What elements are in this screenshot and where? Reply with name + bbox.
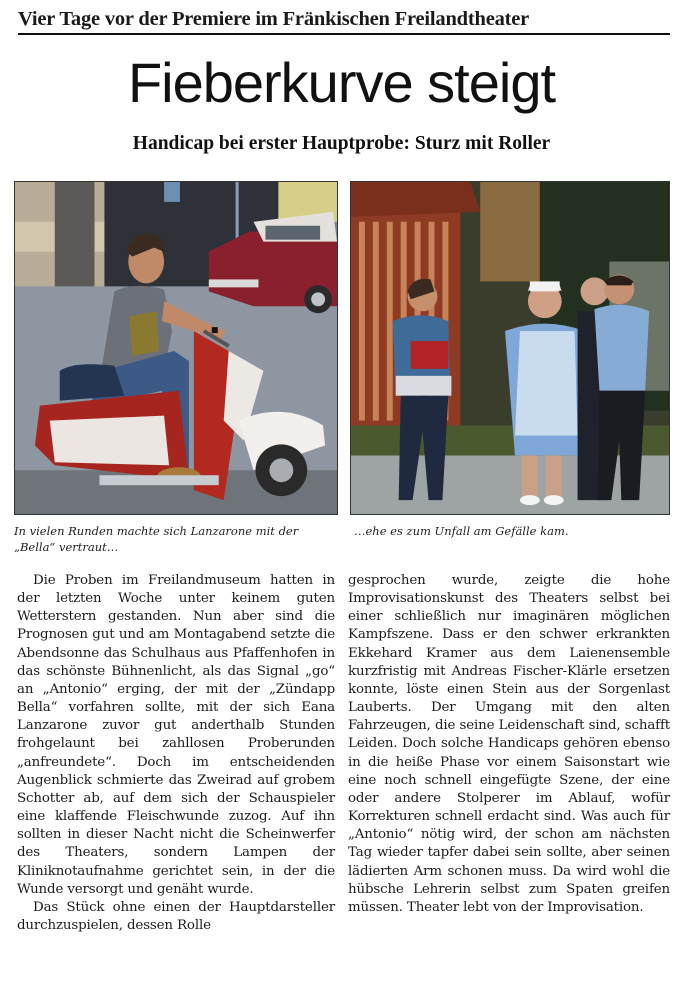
article-kicker: Vier Tage vor der Premiere im Fränkischen Freilandtheater [18, 6, 670, 35]
photo-caption-1: In vielen Runden machte sich Lanzarone mit der „Bella“ vertraut… [14, 524, 299, 554]
actors-photo-illustration [351, 182, 669, 514]
body-paragraph: Die Proben im Freilandmuseum hatten in der letzten Woche unter keinem guten Wetterstern gestanden. Nun aber sind die Prognosen gut und am Montagabend setzte die Abendsonne das Schulhaus aus Pfaffenhofen in das schönste Bühnenlicht, als das Signal „go“ an „Antonio“ erging, der mit der „Zündapp Bella“ vorfahren sollte, mit der sich Eana Lanzarone zuvor gut anderthalb Stunden frohgelaunt bei zahllosen Proberunden „anfreundete“. Doch im entscheidenden Augenblick schmierte das Zweirad auf grobem Schotter ab, auf dem sich der Schauspieler eine klaffende Fleischwunde zuzog. Auf ihn sollten in dieser Nacht nicht die Scheinwerfer des Theaters, sondern Lampen der Kliniknotaufnahme gerichtet sein, in der die Wunde versorgt und genäht wurde. [17, 573, 335, 897]
body-paragraph: gesprochen wurde, zeigte die hohe Improvisationskunst des Theaters selbst bei einer schließlich nur imaginären möglichen Kampfszene. Dass er den schwer erkrankten Ekkehard Kramer aus dem Laienensemble kurzfristig mit Andreas Fischer-Klärle ersetzen konnte, löste einen Stein aus der Sorgenlast Lauberts. Der Umgang mit den alten Fahrzeugen, die seine Leidenschaft sind, schafft Leiden. Doch solche Handicaps gehören ebenso in die heiße Phase vor einem Saisonstart wie eine noch schnell eingefügte Szene, der eine oder andere Stolperer im Ablauf, wofür Korrekturen schnell erdacht sind. Was auch für „Antonio“ nötig wird, der schon am nächsten Tag wieder tapfer dabei sein sollte, aber seinen lädierten Arm schonen muss. Da wird wohl die hübsche Lehrerin selbst zum Spaten greifen müssen. Theater lebt von der Improvisation. [348, 573, 670, 915]
article-subheadline: Handicap bei erster Hauptprobe: Sturz mit Roller [132, 133, 551, 154]
scooter-photo-illustration [15, 182, 337, 514]
article-headline: Fieberkurve steigt [127, 51, 556, 114]
body-column-2 [348, 572, 670, 917]
photo-scooter-rider [14, 181, 338, 515]
body-paragraph: Das Stück ohne einen der Hauptdarsteller durchzuspielen, dessen Rolle [17, 899, 335, 933]
photo-actors-walking [350, 181, 670, 515]
body-column-1 [17, 572, 335, 935]
photo-caption-2: …ehe es zum Unfall am Gefälle kam. [354, 524, 569, 538]
